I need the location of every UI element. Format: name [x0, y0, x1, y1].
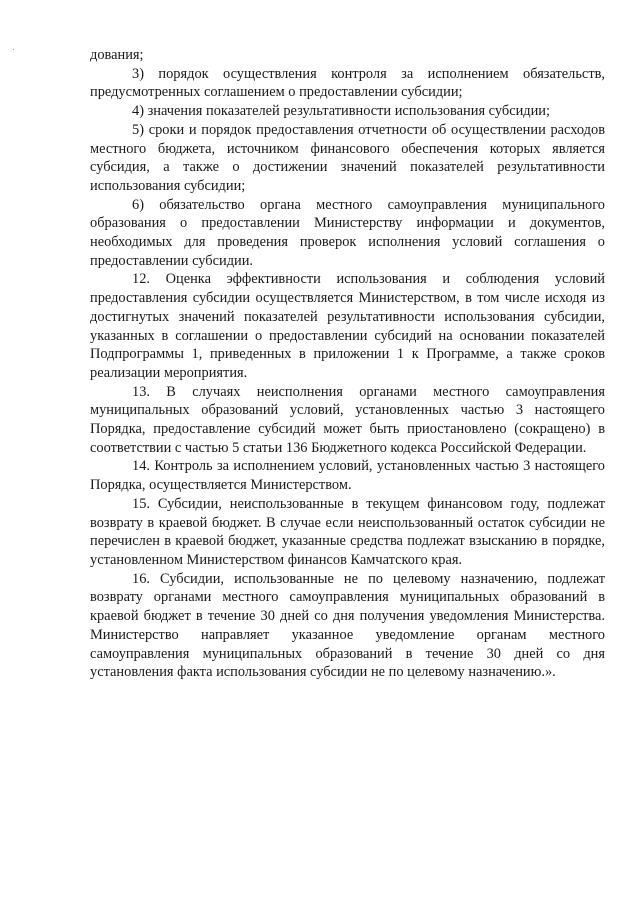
paragraph-item-6: 6) обязательство органа местного самоуправления муниципального образования о предоставлении Министерству информации и документов, необходимых для проведения проверок исполнения условий соглашения о предоставлении субсидии.: [90, 196, 605, 269]
paragraph-section-14: 14. Контроль за исполнением условий, установленных частью 3 настоящего Порядка, осуществляется Министерством.: [90, 458, 605, 494]
paragraph-item-5: 5) сроки и порядок предоставления отчетности об осуществлении расходов местного бюджета, источником финансового обеспечения которых является субсидия, а также о достижении значений показателей результативности использования субсидии;: [90, 121, 605, 194]
paragraph-section-15: 15. Субсидии, неиспользованные в текущем финансовом году, подлежат возврату в краевой бюджет. В случае если неиспользованный остаток субсидии не перечислен в краевой бюджет, указанные средства подлежат взысканию в порядке, установленном Министерством финансов Камчатского края.: [90, 495, 605, 568]
document-body: [90, 46, 605, 682]
paragraph-item-4: 4) значения показателей результативности использования субсидии;: [132, 103, 551, 120]
paragraph-section-13: 13. В случаях неисполнения органами местного самоуправления муниципальных образований условий, установленных частью 3 настоящего Порядка, предоставление субсидий может быть приостановлено (сокращено) в соответствии с частью 5 статьи 136 Бюджетного кодекса Российской Федерации.: [90, 383, 605, 456]
paragraph-item-3: 3) порядок осуществления контроля за исполнением обязательств, предусмотренных соглашением о предоставлении субсидии;: [90, 65, 605, 101]
paragraph-continuation: дования;: [90, 47, 144, 63]
scan-artifact-dot: [13, 49, 14, 50]
paragraph-section-12: 12. Оценка эффективности использования и соблюдения условий предоставления субсидии осуществляется Министерством, в том числе исходя из достигнутых значений показателей результативности использования субсидии, указанных в соглашении о предоставлении субсидий на основании показателей Подпрограммы 1, приведенных в приложении 1 к Программе, а также сроков реализации мероприятия.: [90, 271, 605, 381]
paragraph-section-16: 16. Субсидии, использованные не по целевому назначению, подлежат возврату органами местного самоуправления муниципальных образований в краевой бюджет в течение 30 дней со дня получения уведомления Министерства. Министерство направляет указанное уведомление органам местного самоуправления муниципальных образований в течение 30 дней со дня установления факта использования субсидии не по целевому назначению.».: [90, 570, 605, 681]
